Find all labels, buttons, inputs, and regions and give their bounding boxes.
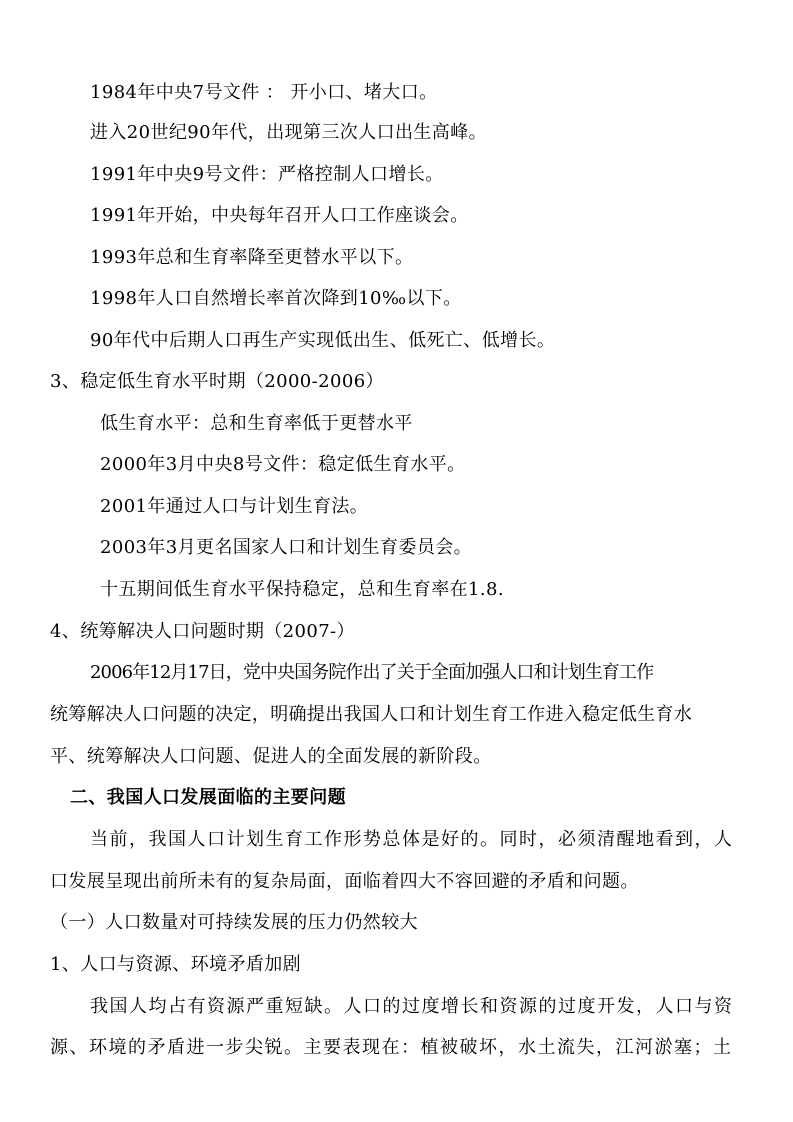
paragraph-resources-line-1: 我国人均占有资源严重短缺。人口的过度增长和资源的过度开发，人口与资 — [90, 996, 734, 1017]
text-line-1993: 1993年总和生育率降至更替水平以下。 — [90, 247, 414, 268]
paragraph-2006-line-3: 平、统筹解决人口问题、促进人的全面发展的新阶段。 — [50, 746, 492, 767]
text-line-1991-doc: 1991年中央9号文件：严格控制人口增长。 — [90, 164, 444, 185]
text-line-90s-mid: 90年代中后期人口再生产实现低出生、低死亡、低增长。 — [90, 330, 556, 351]
paragraph-2006-line-1: 2006年12月17日，党中央国务院作出了关于全面加强人口和计划生育工作 — [90, 662, 654, 683]
text-line-2001: 2001年通过人口与计划生育法。 — [100, 496, 369, 517]
paragraph-current-line-2: 口发展呈现出前所未有的复杂局面，面临着四大不容回避的矛盾和问题。 — [50, 871, 639, 892]
paragraph-resources-line-2: 源、环境的矛盾进一步尖锐。主要表现在：植被破坏，水土流失，江河淤塞；土 — [50, 1037, 733, 1058]
subsection-heading-1-1: 1、人口与资源、环境矛盾加剧 — [50, 954, 302, 975]
text-line-low-fertility: 低生育水平：总和生育率低于更替水平 — [100, 413, 413, 434]
text-line-1991-meeting: 1991年开始，中央每年召开人口工作座谈会。 — [90, 205, 469, 226]
subsection-heading-1: （一）人口数量对可持续发展的压力仍然较大 — [50, 912, 418, 933]
paragraph-current-line-1: 当前，我国人口计划生育工作形势总体是好的。同时，必须清醒地看到，人 — [90, 829, 734, 850]
section-heading-3: 3、稳定低生育水平时期（2000-2006） — [50, 371, 384, 392]
text-line-2000: 2000年3月中央8号文件：稳定低生育水平。 — [100, 454, 466, 475]
text-line-15th-plan: 十五期间低生育水平保持稳定，总和生育率在1.8. — [100, 579, 504, 600]
paragraph-2006-line-2: 统筹解决人口问题的决定，明确提出我国人口和计划生育工作进入稳定低生育水 — [50, 704, 693, 725]
text-line-1998: 1998年人口自然增长率首次降到10‰以下。 — [90, 288, 462, 309]
text-line-1984: 1984年中央7号文件 ： 开小口、堵大口。 — [90, 82, 438, 103]
text-line-1990s: 进入20世纪90年代，出现第三次人口出生高峰。 — [90, 122, 488, 143]
section-heading-4: 4、统筹解决人口问题时期（2007-） — [50, 621, 355, 642]
chapter-heading-2: 二、我国人口发展面临的主要问题 — [70, 787, 346, 808]
text-line-2003: 2003年3月更名国家人口和计划生育委员会。 — [100, 537, 473, 558]
